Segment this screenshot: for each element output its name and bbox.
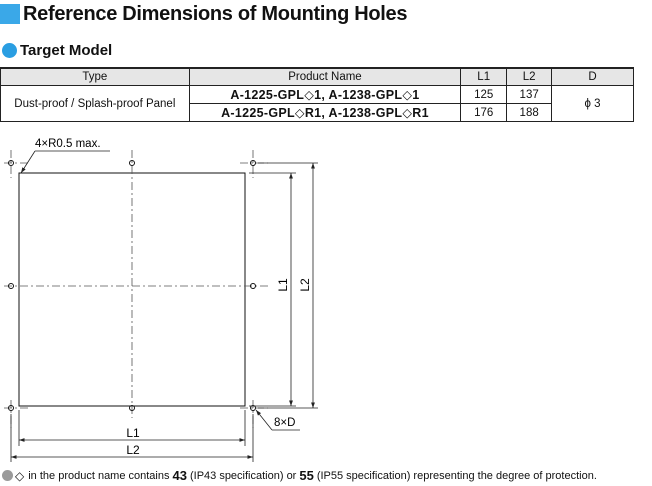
l1-width-label: L1 xyxy=(126,426,140,440)
title-square-icon xyxy=(0,4,20,24)
type-cell: Dust-proof / Splash-proof Panel xyxy=(1,86,190,122)
header-l1: L1 xyxy=(461,68,507,86)
table-header-row xyxy=(1,68,634,86)
note-bullet-icon xyxy=(2,470,13,481)
diamond-symbol: ◇ xyxy=(15,468,25,483)
footnote-text-2: (IP43 specification) or xyxy=(189,469,297,482)
section-title: Target Model xyxy=(20,42,113,59)
footnote-text-3: (IP55 specification) representing the degree of protection. xyxy=(316,469,597,482)
footnote-ip55: 55 xyxy=(299,468,314,483)
header-product-name: Product Name xyxy=(189,68,461,86)
title-bar xyxy=(0,2,407,26)
l1-cell: 176 xyxy=(461,104,507,122)
l2-cell: 188 xyxy=(507,104,552,122)
l1-cell: 125 xyxy=(461,86,507,104)
mounting-hole-drawing xyxy=(0,128,652,464)
product-name-cell: A-1225-GPL◇R1, A-1238-GPL◇R1 xyxy=(189,104,461,122)
l2-height-label: L2 xyxy=(298,278,312,292)
l2-width-label: L2 xyxy=(126,443,140,457)
footnote-ip43: 43 xyxy=(172,468,187,483)
corner-note: 4×R0.5 max. xyxy=(35,138,101,150)
header-type: Type xyxy=(1,68,190,86)
target-model-table xyxy=(0,67,634,122)
corner-note-leader xyxy=(21,151,110,173)
header-d: D xyxy=(552,68,634,86)
header-l2: L2 xyxy=(507,68,552,86)
hole-note: 8×D xyxy=(274,417,296,429)
bullet-dot-icon xyxy=(2,43,17,58)
l1-height-label: L1 xyxy=(276,278,290,292)
page-title: Reference Dimensions of Mounting Holes xyxy=(23,2,408,25)
footnote xyxy=(2,468,597,483)
d-cell: ϕ 3 xyxy=(552,86,634,122)
center-lines xyxy=(4,150,268,428)
section-heading xyxy=(2,42,112,59)
product-name-cell: A-1225-GPL◇1, A-1238-GPL◇1 xyxy=(189,86,461,104)
table-row xyxy=(1,86,634,104)
l2-cell: 137 xyxy=(507,86,552,104)
footnote-text-1: in the product name contains xyxy=(28,469,170,482)
